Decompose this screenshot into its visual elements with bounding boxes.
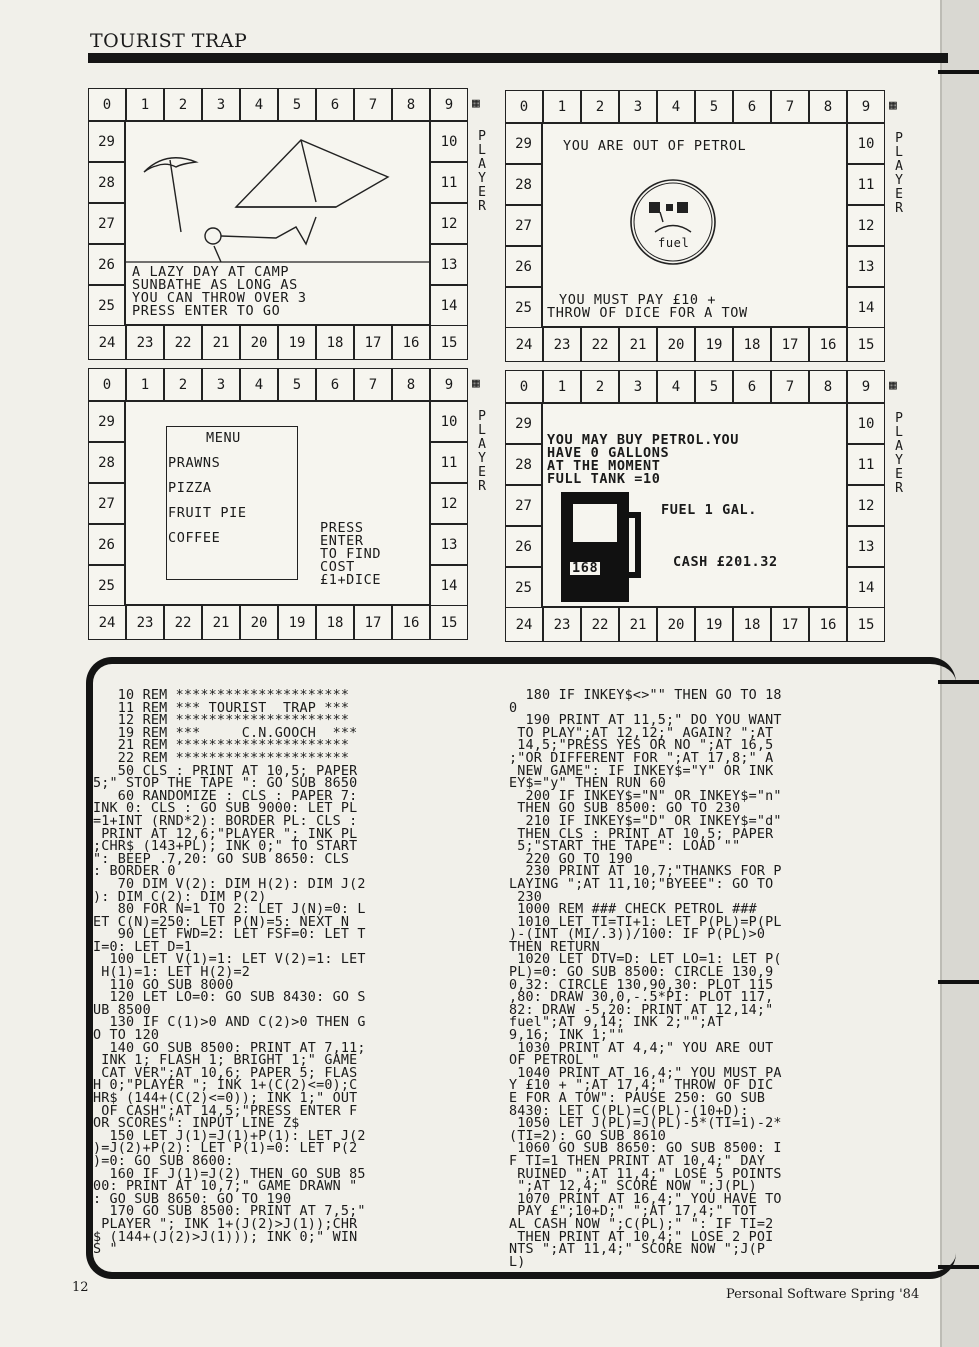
basic-listing-right: 180 IF INKEY$<>"" THEN GO TO 18 0 190 PRINT AT 11,5;" DO YOU WANT TO PLAY";AT 12,12;" AGAIN? ";AT 14,5;"PRESS YES OR NO ";AT 16,5 ;"OR DIFFERENT FOR ";AT 17,8;" A NEW GAME": IF INKEY$="Y" OR INK EY$="y" THEN RUN 60 200 IF INKEY$="N" OR INKEY$="n" THEN GO SUB 8500: GO TO 230 210 IF INKEY$="D" OR INKEY$="d" THEN CLS : PRINT AT 10,5; PAPER 5;"START THE TAPE": LOAD "" 220 GO TO 190 230 PRINT AT 10,7;"THANKS FOR P LAYING ";AT 11,10;"BYEEE": GO TO 230 1000 REM ### CHECK PETROL ### 1010 LET TI=TI+1: LET P(PL)=P(PL )-(INT (MI/.3))/100: IF P(PL)>0 THEN RETURN 1020 LET DTV=D: LET LO=1: LET P( PL)=0: GO SUB 8500: CIRCLE 130,9 0,32: CIRCLE 130,90,30: PLOT 115 ,80: DRAW 30,0,-.5*PI: PLOT 117, 82: DRAW -5,20: PRINT AT 12,14;" fuel";AT 9,14; INK 2;"";AT 9,16; INK 1;"" 1030 PRINT AT 4,4;" YOU ARE OUT OF PETROL " 1040 PRINT AT 16,4;" YOU MUST PA Y £10 + ";AT 17,4;" THROW OF DIC E FOR A TOW": PAUSE 250: GO SUB 8430: LET C(PL)=C(PL)-(10+D): 1050 LET J(PL)=J(PL)-5*(TI=1)-2* (TI=2): GO SUB 8610 1060 GO SUB 8650: GO SUB 8500: I F TI=1 THEN PRINT AT 10,4;" DAY RUINED ";AT 11,4;" LOSE 5 POINTS ";AT 12,4;" SCORE NOW ";J(PL) 1070 PRINT AT 16,4;" YOU HAVE TO PAY £";10+D;" ";AT 17,4;" TOT AL CASH NOW ";C(PL);" ": IF TI=2 THEN PRINT AT 10,4;" LOSE 2 POI NTS ";AT 11,4;" SCORE NOW ";J(P L) — [509, 688, 782, 1270]
board-square: 8 — [392, 88, 430, 121]
board-square: 13 — [847, 246, 885, 287]
player-letter: L — [895, 145, 903, 160]
basic-listing-left: 10 REM ********************* 11 REM *** TOURIST TRAP *** 12 REM ********************* 19 REM *** C.N.GOOCH *** 21 REM ********************* 22 REM ********************* 50 CLS : PRINT AT 10,5; PAPER 5;" STOP THE TAPE ": GO SUB 8650 60 RANDOMIZE : CLS : PAPER 7: INK 0: CLS : GO SUB 9000: LET PL =1+INT (RND*2): BORDER PL: CLS : PRINT AT 12,6;"PLAYER "; INK PL ;CHR$ (143+PL); INK 0;" TO START ": BEEP .7,20: GO SUB 8650: CLS : BORDER 0 70 DIM V(2): DIM H(2): DIM J(2 ): DIM C(2): DIM P(2) 80 FOR N=1 TO 2: LET J(N)=0: L ET C(N)=250: LET P(N)=5: NEXT N 90 LET FWD=2: LET FSF=0: LET T I=0: LET D=1 100 LET V(1)=1: LET V(2)=1: LET H(1)=1: LET H(2)=2 110 GO SUB 8000 120 LET LO=0: GO SUB 8430: GO S UB 8500 130 IF C(1)>0 AND C(2)>0 THEN G O TO 120 140 GO SUB 8500: PRINT AT 7,11; INK 1; FLASH 1; BRIGHT 1;" GAME CAT VER";AT 10,6; PAPER 5; FLAS H 0;"PLAYER "; INK 1+(C(2)<=0);C HR$ (144+(C(2)<=0)); INK 1;" OUT OF CASH";AT 14,5;"PRESS ENTER F OR SCORES": INPUT LINE Z$ 150 LET J(1)=J(1)+P(1): LET J(2 )=J(2)+P(2): LET P(1)=0: LET P(2 )=0: GO SUB 8600: 160 IF J(1)=J(2) THEN GO SUB 85 00: PRINT AT 10,7;" GAME DRAWN " : GO SUB 8650: GO TO 190 170 GO SUB 8500: PRINT AT 7,5;" PLAYER "; INK 1+(J(2)>J(1));CHR $ (144+(J(2)>J(1))); INK 0;" WIN S " — [93, 688, 366, 1258]
board-square: 27 — [505, 205, 542, 246]
board-square: 10 — [430, 121, 468, 162]
board-square: 8 — [809, 90, 847, 123]
umbrella-icon — [144, 158, 196, 172]
counter-marker: ▦ — [889, 98, 897, 113]
board-screen — [542, 123, 847, 327]
prompt-line: PRESS — [320, 520, 364, 536]
menu-title: MENU — [206, 430, 241, 446]
board-square: 15 — [847, 327, 885, 362]
publication-footer: Personal Software Spring '84 — [726, 1287, 920, 1302]
fuel-amount: FUEL 1 GAL. — [661, 502, 758, 518]
board-square: 9 — [847, 90, 885, 123]
board-square: 10 — [430, 401, 468, 442]
board-square: 14 — [430, 285, 468, 326]
board-square: 9 — [430, 368, 468, 401]
board-square: 24 — [88, 325, 126, 360]
board-square: 18 — [316, 605, 354, 640]
sunbather-body — [221, 217, 316, 244]
board-square: 16 — [809, 327, 847, 362]
player-letter: E — [478, 465, 486, 480]
player-letter: L — [895, 425, 903, 440]
board-square: 6 — [316, 88, 354, 121]
header-rule — [88, 53, 948, 63]
board-square: 24 — [505, 607, 543, 642]
menu-item: FRUIT PIE — [168, 505, 247, 521]
board-square: 13 — [430, 244, 468, 285]
board-square: 1 — [126, 88, 164, 121]
board-square: 2 — [164, 88, 202, 121]
player-letter: L — [478, 423, 486, 438]
board-square: 7 — [354, 368, 392, 401]
player-letter: A — [478, 157, 486, 172]
board-square: 29 — [88, 121, 125, 162]
player-letter: E — [478, 185, 486, 200]
menu-item: PRAWNS — [168, 455, 221, 471]
board-square: 10 — [847, 123, 885, 164]
board-square: 22 — [164, 325, 202, 360]
board-text-line: A LAZY DAY AT CAMP — [132, 264, 290, 280]
board-text-line: YOU MUST PAY £10 + — [559, 292, 717, 308]
board-square: 4 — [240, 88, 278, 121]
tent-icon — [236, 140, 388, 207]
board-text-line: THROW OF DICE FOR A TOW — [547, 305, 748, 321]
board-square: 16 — [392, 325, 430, 360]
player-letter: E — [895, 467, 903, 482]
board-square: 28 — [505, 444, 542, 485]
counter-marker: ▦ — [889, 378, 897, 393]
board-square: 28 — [88, 442, 125, 483]
player-letter: L — [478, 143, 486, 158]
board-square: 19 — [695, 607, 733, 642]
board-square: 17 — [354, 325, 392, 360]
board-square: 4 — [240, 368, 278, 401]
board-square: 22 — [581, 327, 619, 362]
menu-box — [166, 426, 298, 580]
board-square: 9 — [847, 370, 885, 403]
board-square: 14 — [430, 565, 468, 606]
board-square: 27 — [88, 483, 125, 524]
menu-item: COFFEE — [168, 530, 221, 546]
page-title: TOURIST TRAP — [90, 30, 248, 52]
player-letter: A — [478, 437, 486, 452]
board-square: 12 — [430, 203, 468, 244]
board-square: 21 — [202, 605, 240, 640]
board-square: 23 — [543, 607, 581, 642]
pump-reading: 168 — [572, 560, 599, 576]
player-letter: R — [895, 481, 903, 496]
board-square: 6 — [733, 370, 771, 403]
board-square: 24 — [88, 605, 126, 640]
player-label — [470, 130, 494, 214]
board-square: 29 — [505, 123, 542, 164]
player-letter: A — [895, 439, 903, 454]
board-square: 27 — [505, 485, 542, 526]
board-square: 2 — [164, 368, 202, 401]
page-edge-mark — [938, 70, 979, 74]
player-letter: R — [478, 479, 486, 494]
game-board-buy-petrol — [505, 370, 903, 642]
board-square: 21 — [619, 607, 657, 642]
board-square: 18 — [733, 607, 771, 642]
board-square: 9 — [430, 88, 468, 121]
cash-amount: CASH £201.32 — [673, 554, 778, 570]
board-square: 15 — [847, 607, 885, 642]
game-board-camp — [88, 88, 486, 360]
board-square: 2 — [581, 90, 619, 123]
counter-marker: ▦ — [472, 376, 480, 391]
player-letter: Y — [895, 453, 903, 468]
board-square: 21 — [202, 325, 240, 360]
board-screen — [125, 401, 430, 605]
player-label — [470, 410, 494, 494]
board-square: 1 — [543, 370, 581, 403]
board-square: 0 — [88, 88, 126, 121]
player-letter: R — [478, 199, 486, 214]
board-square: 24 — [505, 327, 543, 362]
player-letter: Y — [478, 451, 486, 466]
board-square: 29 — [505, 403, 542, 444]
board-square: 5 — [278, 88, 316, 121]
prompt-line: £1+DICE — [320, 572, 382, 588]
board-square: 18 — [733, 327, 771, 362]
prompt-line: COST — [320, 559, 355, 575]
board-square: 16 — [809, 607, 847, 642]
board-text-line: FULL TANK =10 — [547, 471, 661, 487]
board-square: 19 — [695, 327, 733, 362]
board-square: 11 — [430, 442, 468, 483]
player-letter: R — [895, 201, 903, 216]
player-label — [887, 132, 911, 216]
board-square: 3 — [202, 368, 240, 401]
board-square: 16 — [392, 605, 430, 640]
board-square: 26 — [505, 526, 542, 567]
board-square: 27 — [88, 203, 125, 244]
board-square: 12 — [847, 485, 885, 526]
board-screen — [542, 403, 847, 607]
board-square: 3 — [619, 370, 657, 403]
board-square: 4 — [657, 370, 695, 403]
sunbather-head — [205, 228, 221, 244]
board-square: 18 — [316, 325, 354, 360]
board-square: 6 — [316, 368, 354, 401]
gauge-label: fuel — [658, 236, 690, 250]
board-square: 28 — [88, 162, 125, 203]
board-square: 17 — [354, 605, 392, 640]
board-square: 26 — [88, 524, 125, 565]
player-letter: P — [478, 409, 486, 424]
board-text-line: HAVE 0 GALLONS — [547, 445, 670, 461]
board-square: 15 — [430, 605, 468, 640]
board-square: 17 — [771, 327, 809, 362]
board-square: 22 — [581, 607, 619, 642]
board-square: 8 — [809, 370, 847, 403]
board-square: 25 — [88, 565, 125, 606]
player-letter: P — [895, 411, 903, 426]
board-square: 8 — [392, 368, 430, 401]
board-square: 26 — [505, 246, 542, 287]
board-square: 20 — [657, 607, 695, 642]
board-square: 3 — [619, 90, 657, 123]
board-square: 21 — [619, 327, 657, 362]
board-square: 15 — [430, 325, 468, 360]
board-square: 13 — [430, 524, 468, 565]
board-square: 23 — [126, 605, 164, 640]
board-square: 7 — [771, 370, 809, 403]
board-square: 20 — [240, 325, 278, 360]
prompt-line: TO FIND — [320, 546, 382, 562]
umbrella-pole — [170, 160, 181, 232]
board-square: 22 — [164, 605, 202, 640]
menu-item: PIZZA — [168, 480, 212, 496]
game-board-out-of-petrol — [505, 90, 903, 362]
board-square: 20 — [657, 327, 695, 362]
board-square: 14 — [847, 287, 885, 328]
player-label — [887, 412, 911, 496]
board-text-line: YOU CAN THROW OVER 3 — [132, 290, 307, 306]
counter-marker: ▦ — [472, 96, 480, 111]
board-square: 20 — [240, 605, 278, 640]
board-square: 0 — [88, 368, 126, 401]
board-square: 25 — [88, 285, 125, 326]
player-letter: A — [895, 159, 903, 174]
board-square: 1 — [543, 90, 581, 123]
board-text-line: YOU MAY BUY PETROL.YOU — [547, 432, 740, 448]
board-square: 5 — [695, 90, 733, 123]
board-square: 12 — [847, 205, 885, 246]
board-text-line: SUNBATHE AS LONG AS — [132, 277, 298, 293]
player-letter: Y — [478, 171, 486, 186]
board-square: 1 — [126, 368, 164, 401]
player-letter: E — [895, 187, 903, 202]
board-square: 0 — [505, 90, 543, 123]
board-square: 11 — [847, 164, 885, 205]
board-square: 25 — [505, 567, 542, 608]
board-square: 23 — [543, 327, 581, 362]
sunbather-arm — [214, 246, 221, 262]
board-square: 6 — [733, 90, 771, 123]
board-square: 14 — [847, 567, 885, 608]
board-square: 0 — [505, 370, 543, 403]
player-letter: P — [478, 129, 486, 144]
board-square: 23 — [126, 325, 164, 360]
board-square: 19 — [278, 325, 316, 360]
board-square: 5 — [695, 370, 733, 403]
board-square: 5 — [278, 368, 316, 401]
board-square: 28 — [505, 164, 542, 205]
board-square: 2 — [581, 370, 619, 403]
game-board-menu — [88, 368, 486, 640]
page-number: 12 — [72, 1280, 89, 1295]
board-square: 17 — [771, 607, 809, 642]
board-square: 10 — [847, 403, 885, 444]
board-square: 7 — [354, 88, 392, 121]
board-square: 11 — [847, 444, 885, 485]
board-square: 25 — [505, 287, 542, 328]
board-square: 7 — [771, 90, 809, 123]
board-square: 4 — [657, 90, 695, 123]
board-text-line: YOU ARE OUT OF PETROL — [563, 138, 747, 154]
board-square: 19 — [278, 605, 316, 640]
player-letter: P — [895, 131, 903, 146]
board-text-line: PRESS ENTER TO GO — [132, 303, 281, 319]
board-square: 29 — [88, 401, 125, 442]
board-screen — [125, 121, 430, 325]
board-text-line: AT THE MOMENT — [547, 458, 661, 474]
board-square: 3 — [202, 88, 240, 121]
player-letter: Y — [895, 173, 903, 188]
board-square: 12 — [430, 483, 468, 524]
board-square: 13 — [847, 526, 885, 567]
prompt-line: ENTER — [320, 533, 364, 549]
board-square: 11 — [430, 162, 468, 203]
board-square: 26 — [88, 244, 125, 285]
